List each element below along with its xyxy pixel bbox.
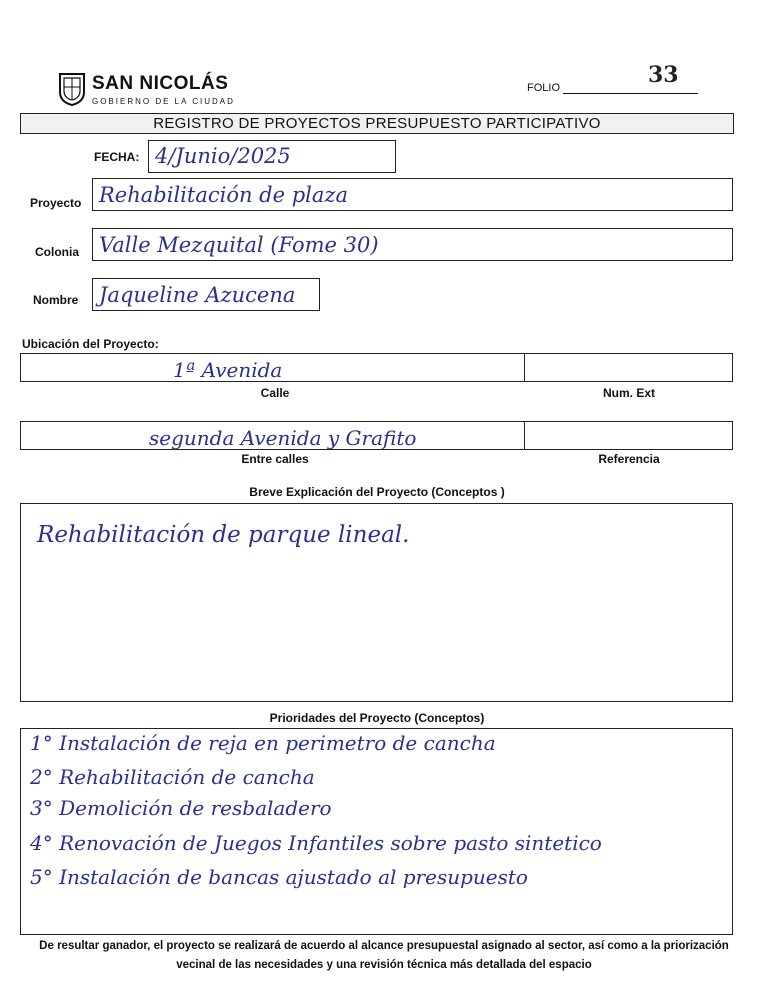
folio-number: 33 xyxy=(648,62,679,88)
explicacion-value: Rehabilitación de parque lineal. xyxy=(37,522,410,548)
logo-name: SAN NICOLÁS xyxy=(92,73,229,94)
referencia-field[interactable] xyxy=(524,421,733,450)
prioridad-item-1: 1° Instalación de reja en perimetro de cancha xyxy=(30,731,496,755)
calle-label: Calle xyxy=(260,386,290,400)
folio-line xyxy=(563,93,698,94)
explicacion-title: Breve Explicación del Proyecto (Conceptos ) xyxy=(249,485,505,499)
proyecto-field[interactable] xyxy=(92,178,733,211)
nombre-label: Nombre xyxy=(33,293,79,307)
colonia-label: Colonia xyxy=(35,245,79,259)
explicacion-field[interactable] xyxy=(20,503,733,702)
prioridad-item-3: 3° Demolición de resbaladero xyxy=(30,796,332,820)
referencia-label: Referencia xyxy=(598,452,660,466)
prioridad-item-5: 5° Instalación de bancas ajustado al presupuesto xyxy=(30,865,528,889)
nombre-value: Jaqueline Azucena xyxy=(99,283,296,307)
fecha-label: FECHA: xyxy=(94,150,140,164)
calle-field[interactable] xyxy=(20,353,526,382)
city-logo xyxy=(58,72,86,106)
form-title-bar xyxy=(20,113,734,134)
fecha-value: 4/Junio/2025 xyxy=(155,144,291,168)
colonia-field[interactable] xyxy=(92,228,733,261)
ubicacion-title: Ubicación del Proyecto: xyxy=(22,337,159,351)
folio-label: FOLIO xyxy=(527,82,561,94)
num-ext-field[interactable] xyxy=(524,353,733,382)
nombre-field[interactable] xyxy=(92,278,320,311)
fecha-field[interactable] xyxy=(148,140,396,173)
prioridad-item-2: 2° Rehabilitación de cancha xyxy=(30,765,315,789)
entre-calles-label: Entre calles xyxy=(241,452,309,466)
num-ext-label: Num. Ext xyxy=(602,386,655,400)
logo-subtitle: GOBIERNO DE LA CIUDAD xyxy=(92,97,235,106)
entre-calles-field[interactable] xyxy=(20,421,526,450)
prioridad-item-4: 4° Renovación de Juegos Infantiles sobre pasto sintetico xyxy=(30,831,602,855)
proyecto-value: Rehabilitación de plaza xyxy=(99,183,348,207)
prioridades-title: Prioridades del Proyecto (Conceptos) xyxy=(269,711,485,725)
form-title: REGISTRO DE PROYECTOS PRESUPUESTO PARTICIPATIVO xyxy=(153,115,601,132)
calle-value: 1ª Avenida xyxy=(173,358,283,382)
proyecto-label: Proyecto xyxy=(30,196,82,210)
shield-icon xyxy=(58,72,86,106)
entre-calles-value: segunda Avenida y Grafito xyxy=(149,426,417,450)
colonia-value: Valle Mezquital (Fome 30) xyxy=(99,233,379,257)
footer-disclaimer: De resultar ganador, el proyecto se realizará de acuerdo al alcance presupuestal asignado al sector, así como a la priorización vecinal de las necesidades y una revisión técnica más detallada del espacio xyxy=(39,940,729,971)
